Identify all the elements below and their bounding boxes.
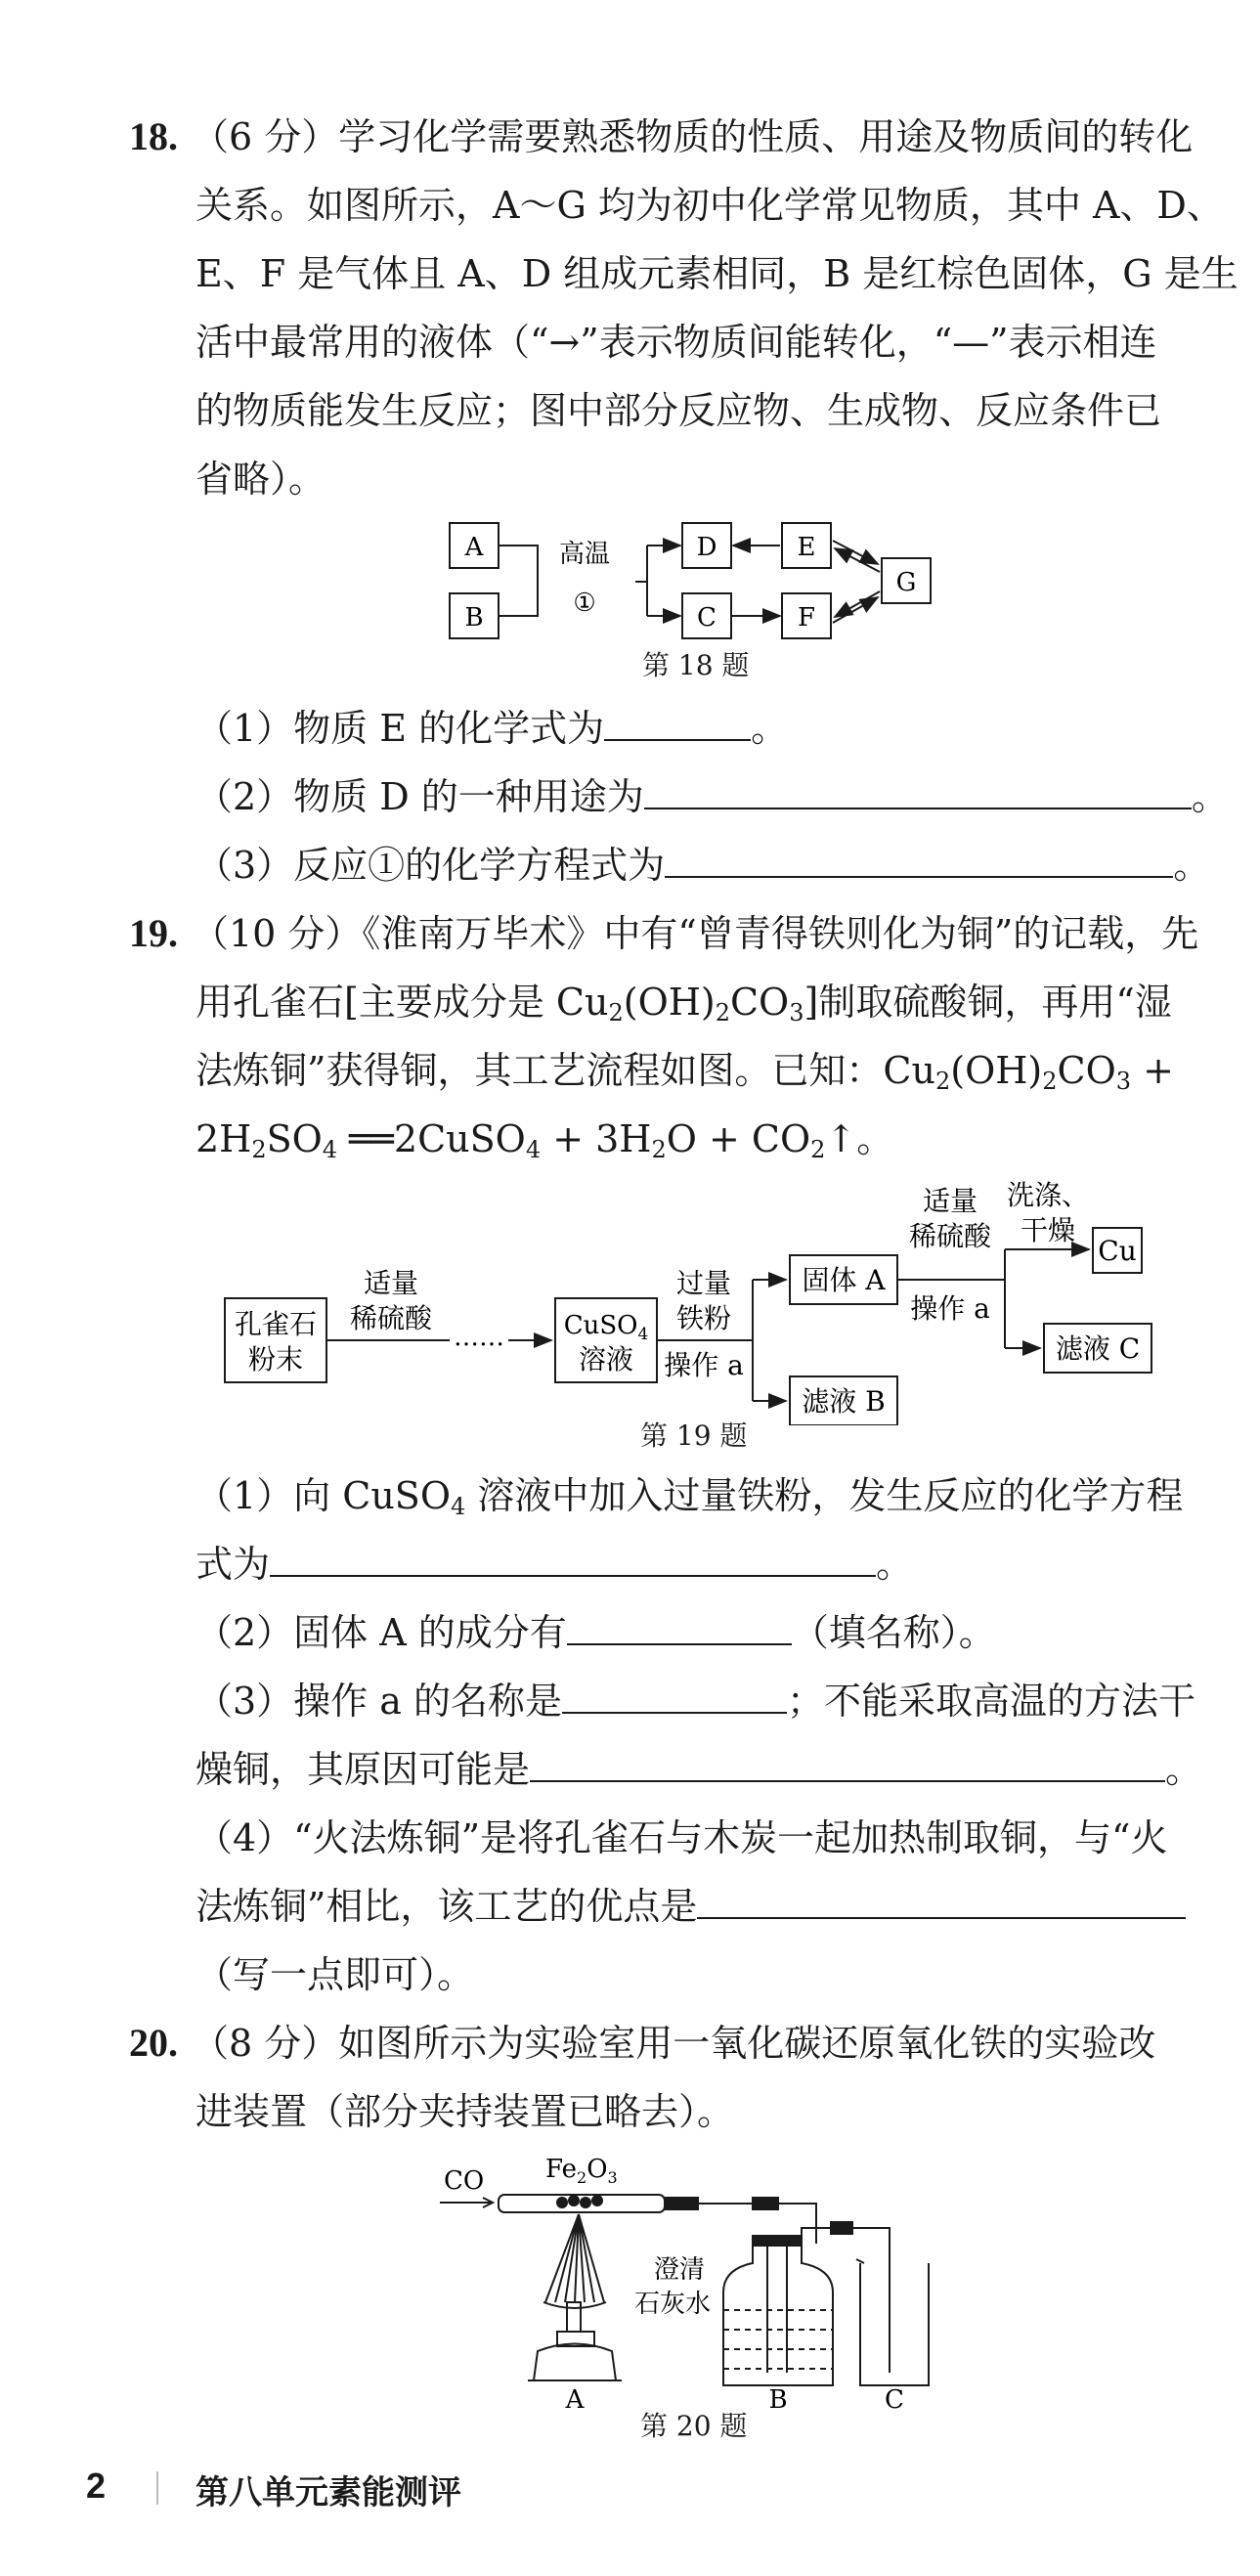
subscript: 3 (607, 2168, 618, 2187)
text: （3）操作 a 的名称是 (196, 1680, 562, 1723)
q18-number: 18. (129, 114, 178, 158)
q19-line-1: （10 分）《淮南万毕术》中有“曾青得铁则化为铜”的记载，先 (192, 912, 1199, 955)
q18-sub1 (196, 704, 788, 753)
flow-cu: Cu (1098, 1235, 1137, 1267)
q19-sub4-cont (196, 1882, 1186, 1931)
text: + (1131, 1049, 1174, 1092)
text: CuSO (563, 1311, 638, 1340)
subscript: 4 (525, 1136, 542, 1163)
text: 用孔雀石[主要成分是 Cu (196, 981, 609, 1024)
text: ↑。 (825, 1117, 894, 1160)
flow-op2: 操作 a (910, 1292, 990, 1325)
text: （填名称）。 (791, 1611, 996, 1654)
text: ]制取硫酸铜，再用“湿 (804, 981, 1172, 1024)
node-F: F (797, 603, 816, 633)
q20-line-1: （8 分）如图所示为实验室用一氧化碳还原氧化铁的实验改 (192, 2022, 1156, 2065)
node-G: G (895, 568, 917, 597)
text: 法炼铜”获得铜，其工艺流程如图。已知：Cu (196, 1049, 935, 1092)
reaction-mark: ① (573, 589, 596, 618)
node-B: B (464, 603, 484, 633)
subscript: 4 (322, 1136, 338, 1163)
text: SO (266, 1117, 323, 1160)
text: ══2CuSO (337, 1117, 526, 1160)
q18-line-2: 关系。如图所示，A～G 均为初中化学常见物质，其中 A、D、 (196, 184, 1224, 227)
q20-apparatus (430, 2146, 958, 2410)
lime-water-label-2: 石灰水 (633, 2290, 712, 2319)
q18-caption: 第 18 题 (642, 649, 750, 681)
label-C: C (885, 2385, 904, 2410)
period: 。 (751, 707, 789, 750)
text: 法炼铜”相比，该工艺的优点是 (196, 1885, 698, 1928)
condition-label: 高温 (558, 540, 611, 569)
q19-sub1-cont (196, 1540, 913, 1589)
q19-sub3 (196, 1677, 1195, 1725)
q19-sub4-end: （写一点即可）。 (196, 1953, 475, 1996)
flow-cuso4-2: 溶液 (578, 1343, 634, 1375)
flow-reagent3-2: 稀硫酸 (908, 1220, 992, 1252)
answer-blank-18-3[interactable] (665, 841, 1173, 878)
q19-caption: 第 19 题 (640, 1419, 748, 1452)
text: Fe (545, 2155, 578, 2184)
q19-line-4 (196, 1114, 893, 1163)
subscript: 2 (608, 999, 624, 1026)
subscript: 2 (251, 1136, 267, 1163)
text: 燥铜，其原因可能是 (196, 1748, 531, 1791)
q19-line-2 (196, 978, 1172, 1026)
period: 。 (1191, 775, 1229, 818)
subscript: 2 (715, 999, 730, 1026)
footer-divider (156, 2471, 158, 2505)
q18-line-4: 活中最常用的液体（“→”表示物质间能转化，“—”表示相连 (196, 321, 1157, 364)
co-label: CO (444, 2166, 485, 2196)
q18-sub1-text: （1）物质 E 的化学式为 (196, 707, 605, 750)
q20-number: 20. (129, 2021, 178, 2065)
q18-sub3 (196, 841, 1210, 890)
node-D: D (696, 533, 717, 562)
answer-blank-18-1[interactable] (604, 704, 751, 741)
q19-number: 19. (129, 911, 178, 955)
answer-blank-19-3b[interactable] (530, 1745, 1165, 1782)
text: O (587, 2155, 608, 2184)
q18-line-3: E、F 是气体且 A、D 组成元素相同，B 是红棕色固体，G 是生 (196, 252, 1238, 295)
q19-line-3 (196, 1046, 1174, 1095)
node-C: C (697, 603, 717, 633)
q18-sub2-text: （2）物质 D 的一种用途为 (196, 775, 644, 818)
q18-line-1: （6 分）学习化学需要熟悉物质的性质、用途及物质间的转化 (192, 115, 1194, 158)
fe2o3-label (545, 2155, 618, 2187)
footer-title: 第八单元素能测评 (196, 2473, 461, 2512)
text: 溶液中加入过量铁粉，发生反应的化学方程 (465, 1474, 1184, 1517)
text: ；不能采取高温的方法干 (787, 1680, 1196, 1723)
flow-reagent1-1: 适量 (363, 1267, 419, 1299)
flow-reagent2-1: 过量 (675, 1267, 732, 1299)
flow-op1: 操作 a (664, 1349, 744, 1381)
flow-wash-2: 干燥 (1020, 1214, 1076, 1246)
period: 。 (1173, 844, 1211, 887)
period: 。 (876, 1543, 914, 1586)
lime-water-label-1: 澄清 (653, 2255, 706, 2285)
subscript: 2 (651, 1136, 667, 1163)
q18-sub3-text: （3）反应①的化学方程式为 (196, 844, 666, 887)
flow-reagent3-1: 适量 (922, 1185, 978, 1217)
subscript: 2 (934, 1068, 951, 1095)
label-A: A (565, 2385, 585, 2410)
answer-blank-18-2[interactable] (644, 772, 1192, 809)
text: 式为 (196, 1543, 271, 1586)
q18-diagram (430, 513, 958, 670)
text: （2）固体 A 的成分有 (196, 1611, 567, 1654)
flow-solid-a: 固体 A (802, 1264, 886, 1296)
q19-sub4: （4）“火法炼铜”是将孔雀石与木炭一起加热制取铜，与“火 (196, 1816, 1168, 1859)
flow-wash-1: 洗涤、 (1006, 1179, 1090, 1211)
node-E: E (797, 533, 816, 562)
q19-sub2 (196, 1608, 996, 1657)
q20-caption: 第 20 题 (640, 2410, 748, 2442)
q19-flowchart (215, 1171, 1153, 1425)
subscript: 4 (451, 1493, 466, 1520)
subscript: 2 (810, 1136, 826, 1163)
answer-blank-19-3a[interactable] (562, 1677, 787, 1714)
subscript: 3 (1115, 1068, 1132, 1095)
q18-sub2 (196, 772, 1229, 821)
flow-reagent2-2: 铁粉 (675, 1302, 732, 1334)
text: (OH) (623, 981, 716, 1024)
flow-cuso4-1 (564, 1311, 649, 1344)
text: CO (1057, 1049, 1116, 1092)
period: 。 (1165, 1748, 1203, 1791)
label-B: B (768, 2385, 788, 2410)
text: CO (729, 981, 790, 1024)
page-number: 2 (86, 2466, 107, 2506)
answer-blank-19-2[interactable] (567, 1608, 792, 1645)
q18-line-5: 的物质能发生反应；图中部分反应物、生成物、反应条件已 (196, 389, 1162, 432)
answer-blank-19-1[interactable] (270, 1540, 876, 1577)
text: O + CO (666, 1117, 811, 1160)
answer-blank-19-4[interactable] (697, 1882, 1186, 1919)
subscript: 4 (637, 1325, 649, 1344)
flow-reagent1-2: 稀硫酸 (349, 1302, 433, 1334)
q18-line-6: 省略）。 (196, 458, 326, 501)
flow-filtrate-b: 滤液 B (802, 1385, 886, 1418)
q20-line-2: 进装置（部分夹持装置已略去）。 (196, 2090, 735, 2133)
flow-filtrate-c: 滤液 C (1055, 1332, 1141, 1365)
q19-sub3-cont (196, 1745, 1202, 1794)
subscript: 2 (1042, 1068, 1058, 1095)
flow-start-1: 孔雀石 (234, 1308, 318, 1340)
flow-start-2: 粉末 (247, 1343, 304, 1375)
text: 2H (196, 1117, 252, 1160)
subscript: 2 (577, 2168, 587, 2187)
subscript: 3 (789, 999, 804, 1026)
node-A: A (464, 533, 484, 562)
text: (OH) (950, 1049, 1043, 1092)
q19-sub1 (196, 1471, 1183, 1520)
text: + 3H (541, 1117, 652, 1160)
text: （1）向 CuSO (196, 1474, 451, 1517)
flow-dots: …… (454, 1323, 504, 1352)
